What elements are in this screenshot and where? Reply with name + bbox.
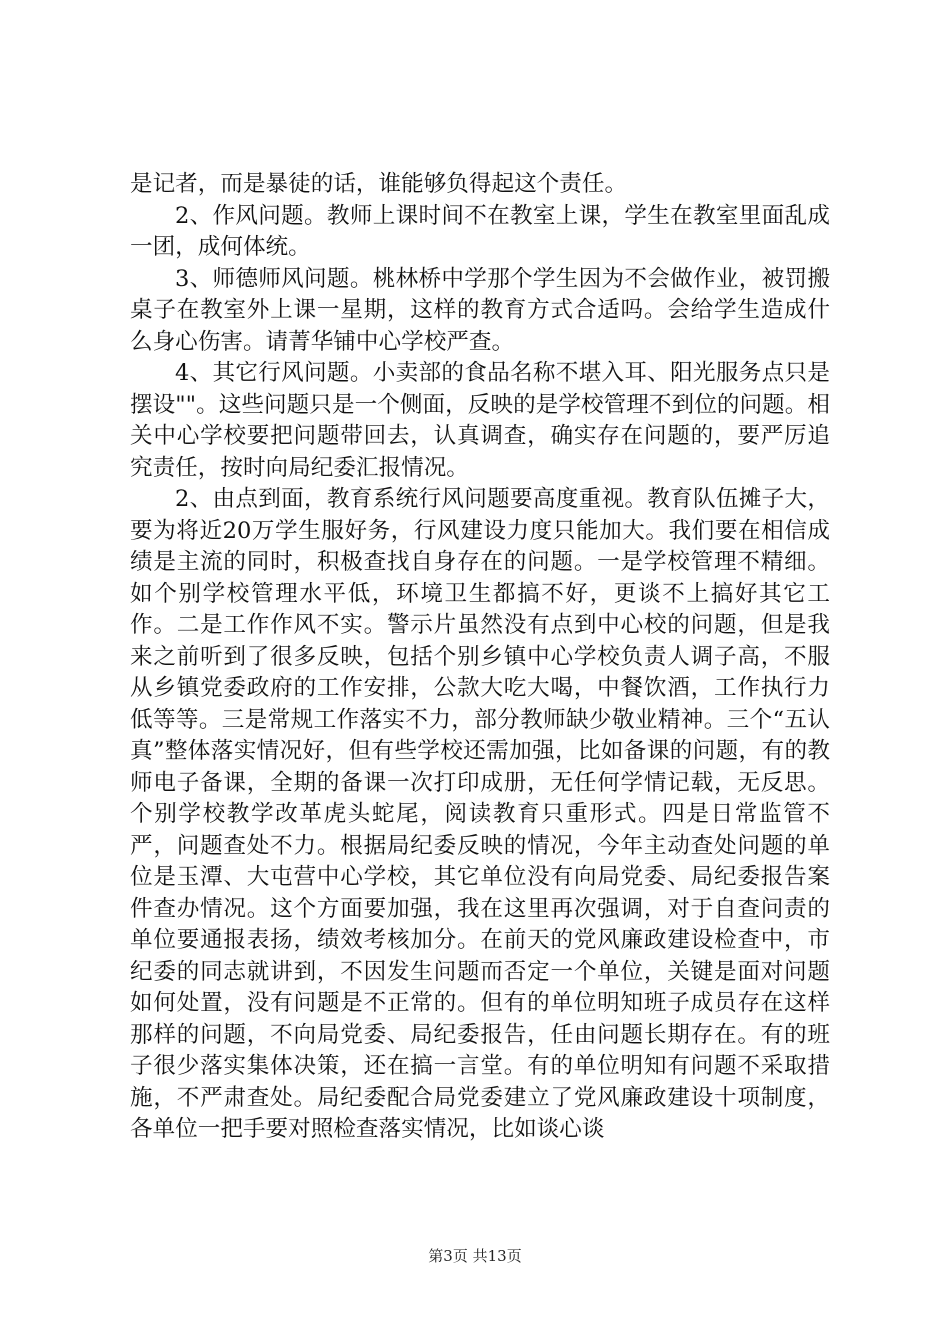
- paragraph-style-issue: 2、作风问题。教师上课时间不在教室上课，学生在教室里面乱成一团，成何体统。: [130, 202, 830, 260]
- paragraph-teacher-ethics: 3、师德师风问题。桃林桥中学那个学生因为不会做作业，被罚搬桌子在教室外上课一星期，这样的教育方式合适吗。会给学生造成什么身心伤害。请菁华铺中心学校严查。: [130, 265, 830, 355]
- paragraph-continued: 是记者，而是暴徒的话，谁能够负得起这个责任。: [130, 171, 628, 197]
- document-body: [130, 169, 830, 1146]
- page-footer: 第3页 共13页: [428, 1247, 522, 1265]
- paragraph-other-issues: 4、其它行风问题。小卖部的食品名称不堪入耳、阳光服务点只是摆设""。这些问题只是一个侧面，反映的是学校管理不到位的问题。相关中心学校要把问题带回去，认真调查，确实存在问题的，要严厉追究责任，按时向局纪委汇报情况。: [130, 360, 830, 481]
- paragraph-system-issues: 2、由点到面，教育系统行风问题要高度重视。教育队伍摊子大，要为将近20万学生服好务，行风建设力度只能加大。我们要在相信成绩是主流的同时，积极查找自身存在的问题。一是学校管理不精细。如个别学校管理水平低，环境卫生都搞不好，更谈不上搞好其它工作。二是工作作风不实。警示片虽然没有点到中心校的问题，但是我来之前听到了很多反映，包括个别乡镇中心学校负责人调子高，不服从乡镇党委政府的工作安排，公款大吃大喝，中餐饮酒，工作执行力低等等。三是常规工作落实不力，部分教师缺少敬业精神。三个“五认真”整体落实情况好，但有些学校还需加强，比如备课的问题，有的教师电子备课，全期的备课一次打印成册，无任何学情记载，无反思。个别学校教学改革虎头蛇尾，阅读教育只重形式。四是日常监管不严，问题查处不力。根据局纪委反映的情况，今年主动查处问题的单位是玉潭、大屯营中心学校，其它单位没有向局党委、局纪委报告案件查办情况。这个方面要加强，我在这里再次强调，对于自查问责的单位要通报表扬，绩效考核加分。在前天的党风廉政建设检查中，市纪委的同志就讲到，不因发生问题而否定一个单位，关键是面对问题如何处置，没有问题是不正常的。但有的单位明知班子成员存在这样那样的问题，不向局党委、局纪委报告，任由问题长期存在。有的班子很少落实集体决策，还在搞一言堂。有的单位明知有问题不采取措施，不严肃查处。局纪委配合局党委建立了党风廉政建设十项制度，各单位一把手要对照检查落实情况，比如谈心谈: [130, 486, 830, 1142]
